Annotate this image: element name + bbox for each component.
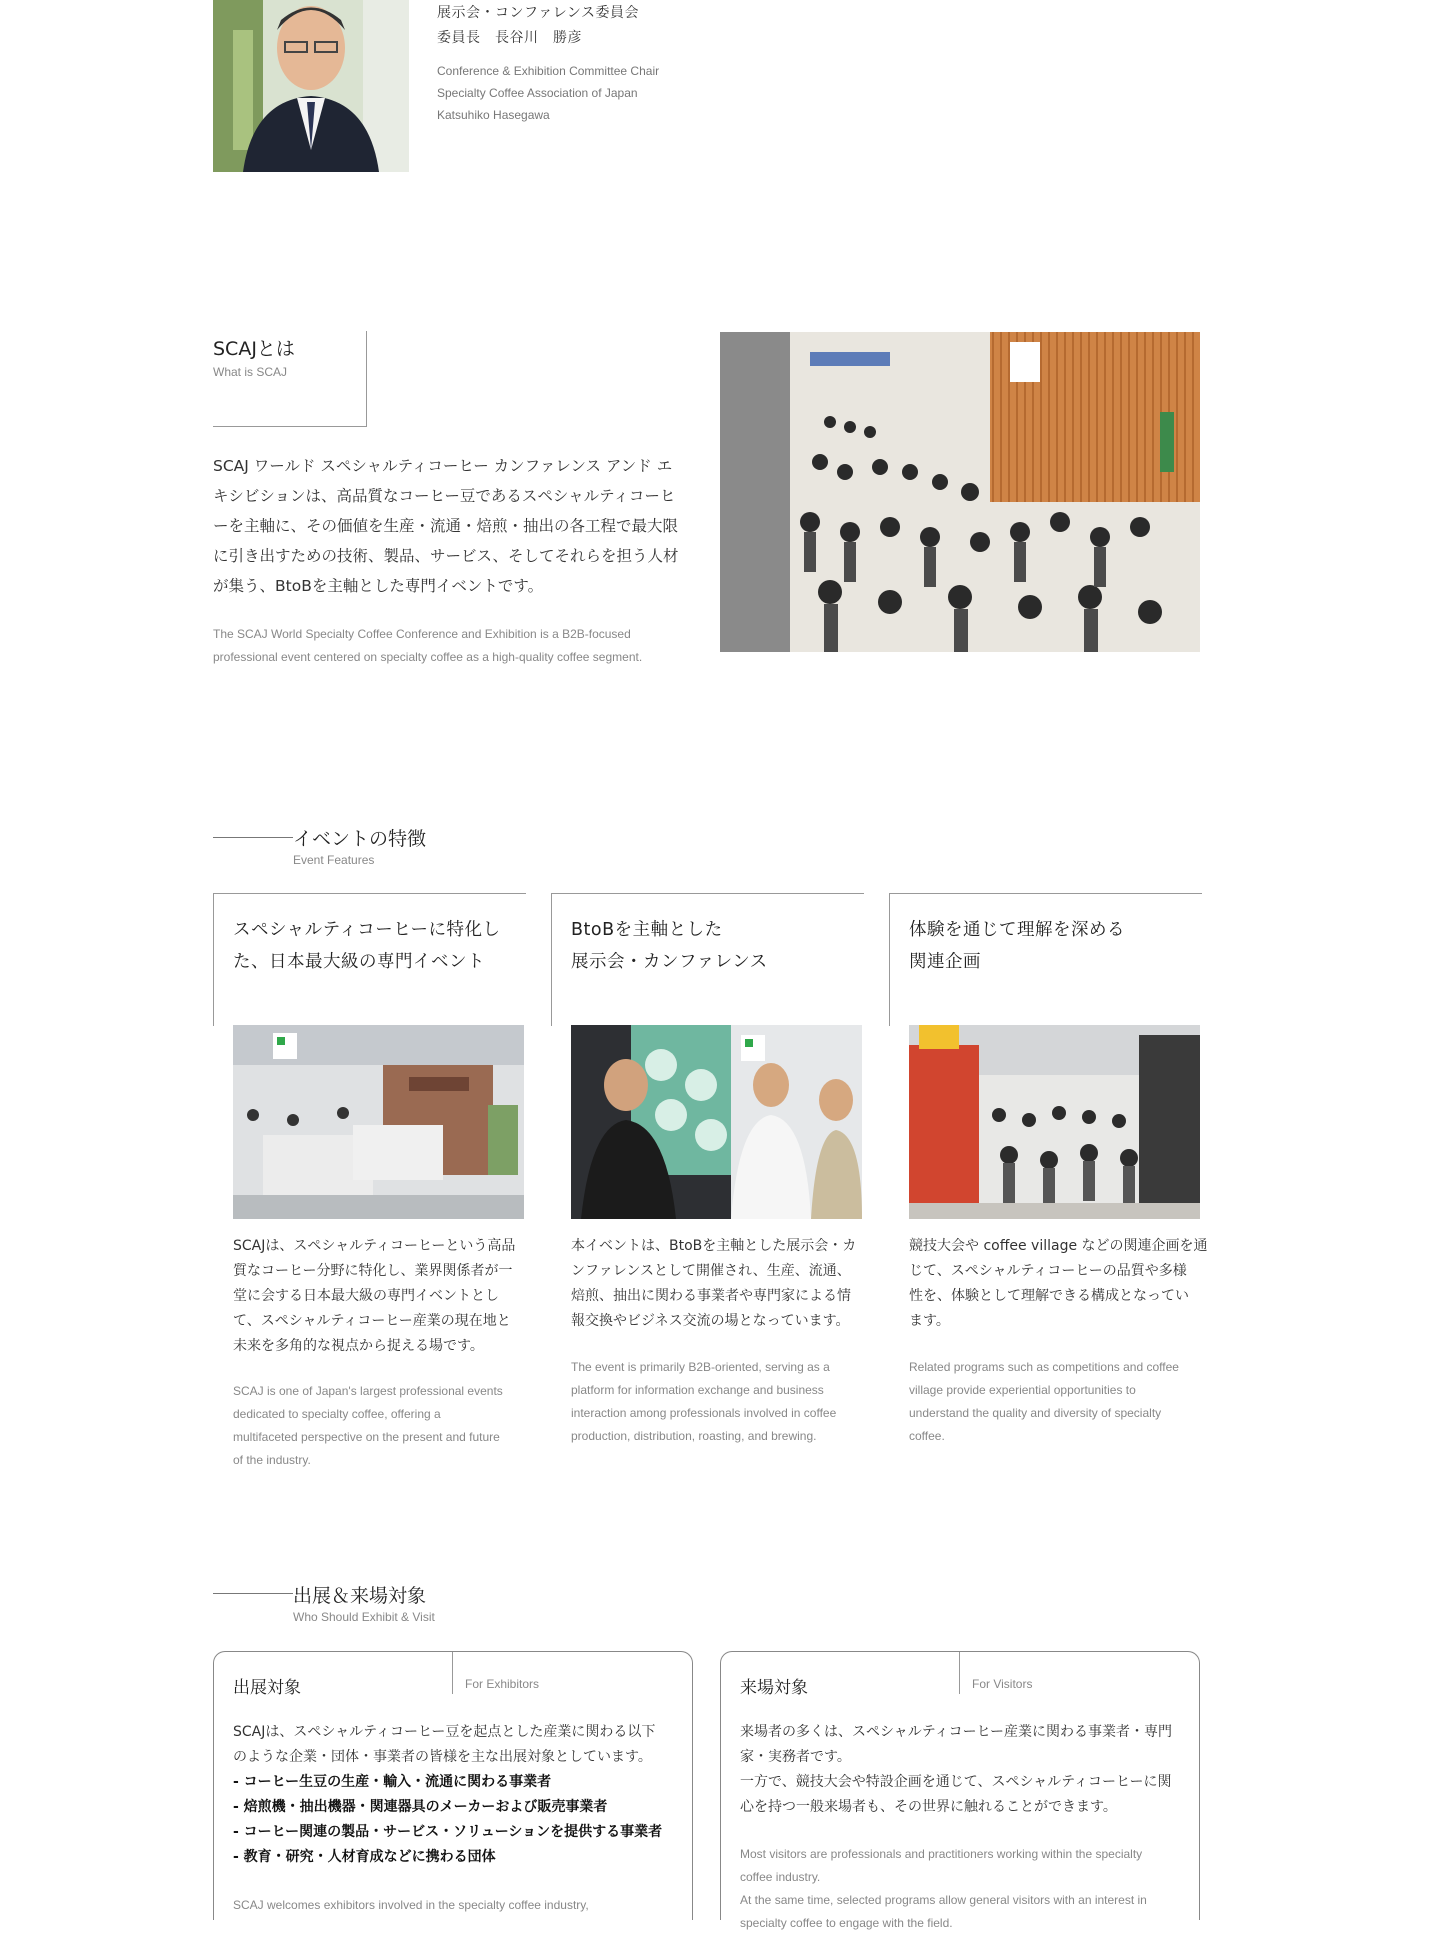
feature-card-body-en	[571, 1356, 871, 1448]
features-subtitle: Event Features	[293, 853, 375, 867]
about-title: SCAJとは	[213, 338, 295, 360]
feature-card-body	[909, 1234, 1209, 1334]
feature-card-title-line: 体験を通じて理解を深める	[909, 920, 1125, 940]
feature-card-line: 本イベントは、BtoBを主軸とした展示会・カ	[571, 1238, 857, 1254]
booth-photo	[233, 1025, 524, 1219]
visitors-body-en	[740, 1843, 1185, 1935]
feature-card-en-line: The event is primarily B2B-oriented, serving as a	[571, 1360, 830, 1374]
chair-name-jp: 委員長 長谷川 勝彦	[437, 30, 582, 46]
chair-portrait-photo	[213, 0, 409, 172]
feature-card-en-line: of the industry.	[233, 1453, 311, 1467]
visitors-title: 来場対象	[740, 1678, 808, 1698]
targets-subtitle: Who Should Exhibit & Visit	[293, 1610, 435, 1624]
feature-card-line: て、スペシャルティコーヒー産業の現在地と	[233, 1313, 511, 1329]
feature-card-line: 性を、体験として理解できる構成となってい	[909, 1288, 1189, 1304]
visitors-subtitle: For Visitors	[972, 1677, 1033, 1691]
feature-card-body-en	[233, 1380, 533, 1472]
targets-heading-rule	[213, 1593, 293, 1594]
exhibitor-type-item: - 焙煎機・抽出機器・関連器具のメーカーおよび販売事業者	[233, 1799, 608, 1815]
feature-card-title	[233, 914, 501, 978]
feature-card-body-en	[909, 1356, 1209, 1448]
feature-card-line: ンファレンスとして開催され、生産、流通、	[571, 1263, 851, 1279]
feature-card-line: 未来を多角的な視点から捉える場です。	[233, 1338, 484, 1354]
feature-card-en-line: coffee.	[909, 1429, 945, 1443]
chair-org-en: Specialty Coffee Association of Japan	[437, 86, 638, 100]
about-body-line: キシビションは、高品質なコーヒー豆であるスペシャルティコーヒ	[213, 487, 676, 505]
exhibitors-body-en: SCAJ welcomes exhibitors involved in the specialty coffee industry,	[233, 1898, 589, 1912]
exhibitors-divider	[452, 1652, 453, 1694]
visitors-line: 一方で、競技大会や特設企画を通じて、スペシャルティコーヒーに関	[740, 1774, 1172, 1790]
exhibitors-title: 出展対象	[233, 1678, 301, 1698]
chair-title-en: Conference & Exhibition Committee Chair	[437, 64, 660, 78]
features-heading-rule	[213, 837, 293, 838]
feature-card-title	[909, 914, 1125, 978]
exhibitors-subtitle: For Exhibitors	[465, 1677, 540, 1691]
feature-card-title	[571, 914, 768, 978]
about-body-line: ーを主軸に、その価値を生産・流通・焙煎・抽出の各工程で最大限	[213, 517, 679, 535]
feature-card-en-line: interaction among professionals involved in coffee	[571, 1406, 837, 1420]
crowd-photo	[720, 332, 1200, 652]
feature-card-title-line: BtoBを主軸とした	[571, 920, 723, 940]
visitors-divider	[959, 1652, 960, 1694]
features-title: イベントの特徴	[293, 828, 427, 850]
visitors-line: 心を持つ一般来場者も、その世界に触れることができます。	[740, 1799, 1117, 1815]
exhibitors-intro-line: のような企業・団体・事業者の皆様を主な出展対象としています。	[233, 1749, 652, 1765]
visitors-en-line: At the same time, selected programs allow general visitors with an interest in	[740, 1893, 1147, 1907]
feature-card-en-line: multifaceted perspective on the present and future	[233, 1430, 500, 1444]
conversation-photo	[571, 1025, 862, 1219]
feature-card-en-line: production, distribution, roasting, and brewing.	[571, 1429, 817, 1443]
feature-card-title-line: た、日本最大級の専門イベント	[233, 952, 485, 972]
feature-card-en-line: dedicated to specialty coffee, offering a	[233, 1407, 441, 1421]
visitors-body	[740, 1720, 1185, 1820]
feature-card-title-line: スペシャルティコーヒーに特化し	[233, 920, 501, 940]
exhibitor-type-item: - コーヒー関連の製品・サービス・ソリューションを提供する事業者	[233, 1824, 663, 1840]
about-body-line: に引き出すための技術、製品、サービス、そしてそれらを担う人材	[213, 547, 679, 565]
feature-card-body	[571, 1234, 871, 1334]
feature-card-en-line: SCAJ is one of Japan's largest professional events	[233, 1384, 503, 1398]
feature-card-line: SCAJは、スペシャルティコーヒーという高品	[233, 1238, 516, 1254]
visitors-en-line: Most visitors are professionals and practitioners working within the specialty	[740, 1847, 1143, 1861]
exhibitors-intro-line: SCAJは、スペシャルティコーヒー豆を起点とした産業に関わる以下	[233, 1724, 656, 1740]
feature-card-en-line: village provide experiential opportunities to	[909, 1383, 1136, 1397]
about-body-line: が集う、BtoBを主軸とした専門イベントです。	[213, 577, 544, 595]
feature-card-line: 堂に会する日本最大級の専門イベントとし	[233, 1288, 499, 1304]
feature-card-title-line: 関連企画	[909, 952, 981, 972]
exhibitor-type-item: - コーヒー生豆の生産・輸入・流通に関わる事業者	[233, 1774, 552, 1790]
feature-card-en-line: understand the quality and diversity of specialty	[909, 1406, 1162, 1420]
about-en-line: The SCAJ World Specialty Coffee Conference and Exhibition is a B2B-focused	[213, 627, 631, 641]
about-body-en	[213, 623, 703, 669]
about-body	[213, 451, 703, 601]
targets-title: 出展＆来場対象	[293, 1585, 427, 1607]
chair-name-en: Katsuhiko Hasegawa	[437, 108, 550, 122]
feature-card-line: 焙煎、抽出に関わる事業者や専門家による情	[571, 1288, 851, 1304]
feature-card-line: 質なコーヒー分野に特化し、業界関係者が一	[233, 1263, 513, 1279]
exhibition-hall-photo	[909, 1025, 1200, 1219]
exhibitor-type-item: - 教育・研究・人材育成などに携わる団体	[233, 1849, 496, 1865]
visitors-line: 来場者の多くは、スペシャルティコーヒー産業に関わる事業者・専門	[740, 1724, 1173, 1740]
exhibitors-body	[233, 1720, 678, 1870]
feature-card-line: 競技大会や coffee village などの関連企画を通	[909, 1238, 1208, 1254]
visitors-en-line: specialty coffee to engage with the field.	[740, 1916, 953, 1930]
feature-card-en-line: Related programs such as competitions and coffee	[909, 1360, 1179, 1374]
about-en-line: professional event centered on specialty coffee as a high-quality coffee segment.	[213, 650, 643, 664]
about-subtitle: What is SCAJ	[213, 365, 288, 379]
feature-card-body	[233, 1234, 533, 1359]
about-body-line: SCAJ ワールド スペシャルティコーヒー カンファレンス アンド エ	[213, 457, 673, 475]
feature-card-line: ます。	[909, 1313, 950, 1329]
feature-card-en-line: platform for information exchange and business	[571, 1383, 824, 1397]
chair-committee-name: 展示会・コンファレンス委員会	[437, 5, 639, 21]
visitors-line: 家・実務者です。	[740, 1749, 851, 1765]
feature-card-title-line: 展示会・カンファレンス	[571, 952, 768, 972]
feature-card-line: 報交換やビジネス交流の場となっています。	[571, 1313, 850, 1329]
feature-card-line: じて、スペシャルティコーヒーの品質や多様	[909, 1263, 1187, 1279]
visitors-en-line: coffee industry.	[740, 1870, 821, 1884]
